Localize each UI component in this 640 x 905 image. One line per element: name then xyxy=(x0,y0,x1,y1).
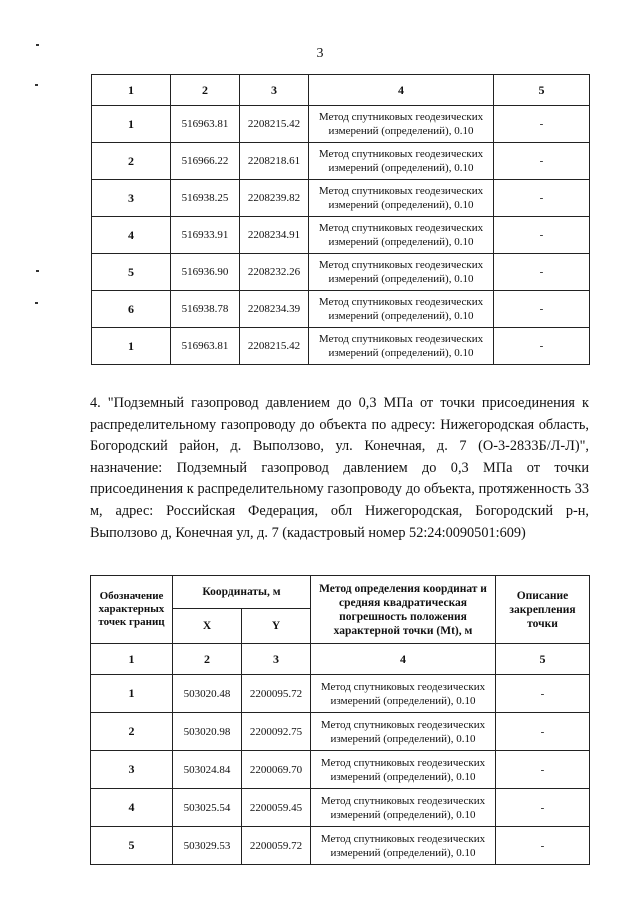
column-number: 2 xyxy=(171,75,240,106)
column-number: 4 xyxy=(311,644,496,675)
description: - xyxy=(494,217,590,254)
column-number: 4 xyxy=(309,75,494,106)
scan-speck xyxy=(35,84,38,86)
coord-y: 2200059.72 xyxy=(242,827,311,865)
coord-x: 516966.22 xyxy=(171,143,240,180)
table-header-row xyxy=(92,75,590,106)
point-id: 4 xyxy=(91,789,173,827)
table-row xyxy=(92,291,590,328)
coord-x: 516963.81 xyxy=(171,106,240,143)
coord-x: 503029.53 xyxy=(173,827,242,865)
method: Метод спутниковых геодезических измерений (определений), 0.10 xyxy=(309,328,494,365)
description: - xyxy=(496,713,590,751)
coord-y: 2208239.82 xyxy=(240,180,309,217)
coord-y: 2200059.45 xyxy=(242,789,311,827)
method: Метод спутниковых геодезических измерений (определений), 0.10 xyxy=(309,217,494,254)
coord-y: 2208234.39 xyxy=(240,291,309,328)
table-row xyxy=(91,713,590,751)
method: Метод спутниковых геодезических измерений (определений), 0.10 xyxy=(309,143,494,180)
table-row xyxy=(91,827,590,865)
method: Метод спутниковых геодезических измерений (определений), 0.10 xyxy=(311,713,496,751)
column-number: 3 xyxy=(240,75,309,106)
coordinates-table-2 xyxy=(90,575,590,865)
coord-x: 503020.48 xyxy=(173,675,242,713)
point-id: 6 xyxy=(92,291,171,328)
method: Метод спутниковых геодезических измерений (определений), 0.10 xyxy=(309,180,494,217)
column-number: 1 xyxy=(91,644,173,675)
point-id: 5 xyxy=(91,827,173,865)
header-y: Y xyxy=(242,609,311,644)
description: - xyxy=(496,789,590,827)
point-id: 3 xyxy=(92,180,171,217)
coord-x: 516936.90 xyxy=(171,254,240,291)
description: - xyxy=(494,254,590,291)
coord-x: 516938.25 xyxy=(171,180,240,217)
method: Метод спутниковых геодезических измерений (определений), 0.10 xyxy=(311,827,496,865)
column-number: 3 xyxy=(242,644,311,675)
description: - xyxy=(496,675,590,713)
table-row xyxy=(91,751,590,789)
header-x: X xyxy=(173,609,242,644)
coord-x: 516933.91 xyxy=(171,217,240,254)
coord-x: 503025.54 xyxy=(173,789,242,827)
coord-y: 2200095.72 xyxy=(242,675,311,713)
coord-x: 516938.78 xyxy=(171,291,240,328)
table-row xyxy=(92,106,590,143)
table-row xyxy=(92,180,590,217)
page-number: 3 xyxy=(316,46,324,61)
coord-x: 516963.81 xyxy=(171,328,240,365)
coord-y: 2208232.26 xyxy=(240,254,309,291)
object-description-paragraph: 4. "Подземный газопровод давлением до 0,3 МПа от точки присоединения к распределительному газопроводу до объекта по адресу: Нижегородская область, Богородский район, д. Выползово, ул. Конечная, д. 7 (О-3-2833Б/Л-Л)", назначение: Подземный газопровод давлением до 0,3 МПа от точки присоединения к распределительному газопроводу до объекта, протяженность 33 м, адрес: Российская Федерация, обл Нижегородская, Богородский р-н, Выползово д, Конечная ул, д. 7 (кадастровый номер 52:24:0090501:609) xyxy=(90,395,589,541)
header-method: Метод определения координат и средняя квадратическая погрешность положения характерной точки (Mt), м xyxy=(311,576,496,644)
description: - xyxy=(494,291,590,328)
description: - xyxy=(494,180,590,217)
table-column-numbers-row xyxy=(91,644,590,675)
header-description: Описание закрепления точки xyxy=(496,576,590,644)
coord-y: 2200069.70 xyxy=(242,751,311,789)
column-number: 5 xyxy=(494,75,590,106)
method: Метод спутниковых геодезических измерений (определений), 0.10 xyxy=(311,675,496,713)
coord-y: 2208215.42 xyxy=(240,106,309,143)
header-coordinates: Координаты, м xyxy=(173,576,311,609)
point-id: 2 xyxy=(92,143,171,180)
point-id: 5 xyxy=(92,254,171,291)
description: - xyxy=(496,751,590,789)
point-id: 1 xyxy=(92,106,171,143)
column-number: 5 xyxy=(496,644,590,675)
scan-speck xyxy=(36,270,39,272)
table-header-row xyxy=(91,576,590,609)
point-id: 2 xyxy=(91,713,173,751)
table-row xyxy=(92,217,590,254)
coord-x: 503024.84 xyxy=(173,751,242,789)
method: Метод спутниковых геодезических измерений (определений), 0.10 xyxy=(309,106,494,143)
table-row xyxy=(91,789,590,827)
scan-speck xyxy=(35,302,38,304)
header-point-designation: Обозначение характерных точек границ xyxy=(91,576,173,644)
coord-y: 2200092.75 xyxy=(242,713,311,751)
description: - xyxy=(494,143,590,180)
column-number: 1 xyxy=(92,75,171,106)
point-id: 4 xyxy=(92,217,171,254)
coordinates-table-1 xyxy=(91,74,590,365)
point-id: 1 xyxy=(92,328,171,365)
coord-x: 503020.98 xyxy=(173,713,242,751)
description: - xyxy=(494,106,590,143)
description: - xyxy=(494,328,590,365)
point-id: 1 xyxy=(91,675,173,713)
table-row xyxy=(92,254,590,291)
point-id: 3 xyxy=(91,751,173,789)
coord-y: 2208215.42 xyxy=(240,328,309,365)
coord-y: 2208218.61 xyxy=(240,143,309,180)
method: Метод спутниковых геодезических измерений (определений), 0.10 xyxy=(311,789,496,827)
table-row xyxy=(92,328,590,365)
description: - xyxy=(496,827,590,865)
coord-y: 2208234.91 xyxy=(240,217,309,254)
method: Метод спутниковых геодезических измерений (определений), 0.10 xyxy=(311,751,496,789)
table-row xyxy=(91,675,590,713)
table-row xyxy=(92,143,590,180)
method: Метод спутниковых геодезических измерений (определений), 0.10 xyxy=(309,254,494,291)
column-number: 2 xyxy=(173,644,242,675)
method: Метод спутниковых геодезических измерений (определений), 0.10 xyxy=(309,291,494,328)
